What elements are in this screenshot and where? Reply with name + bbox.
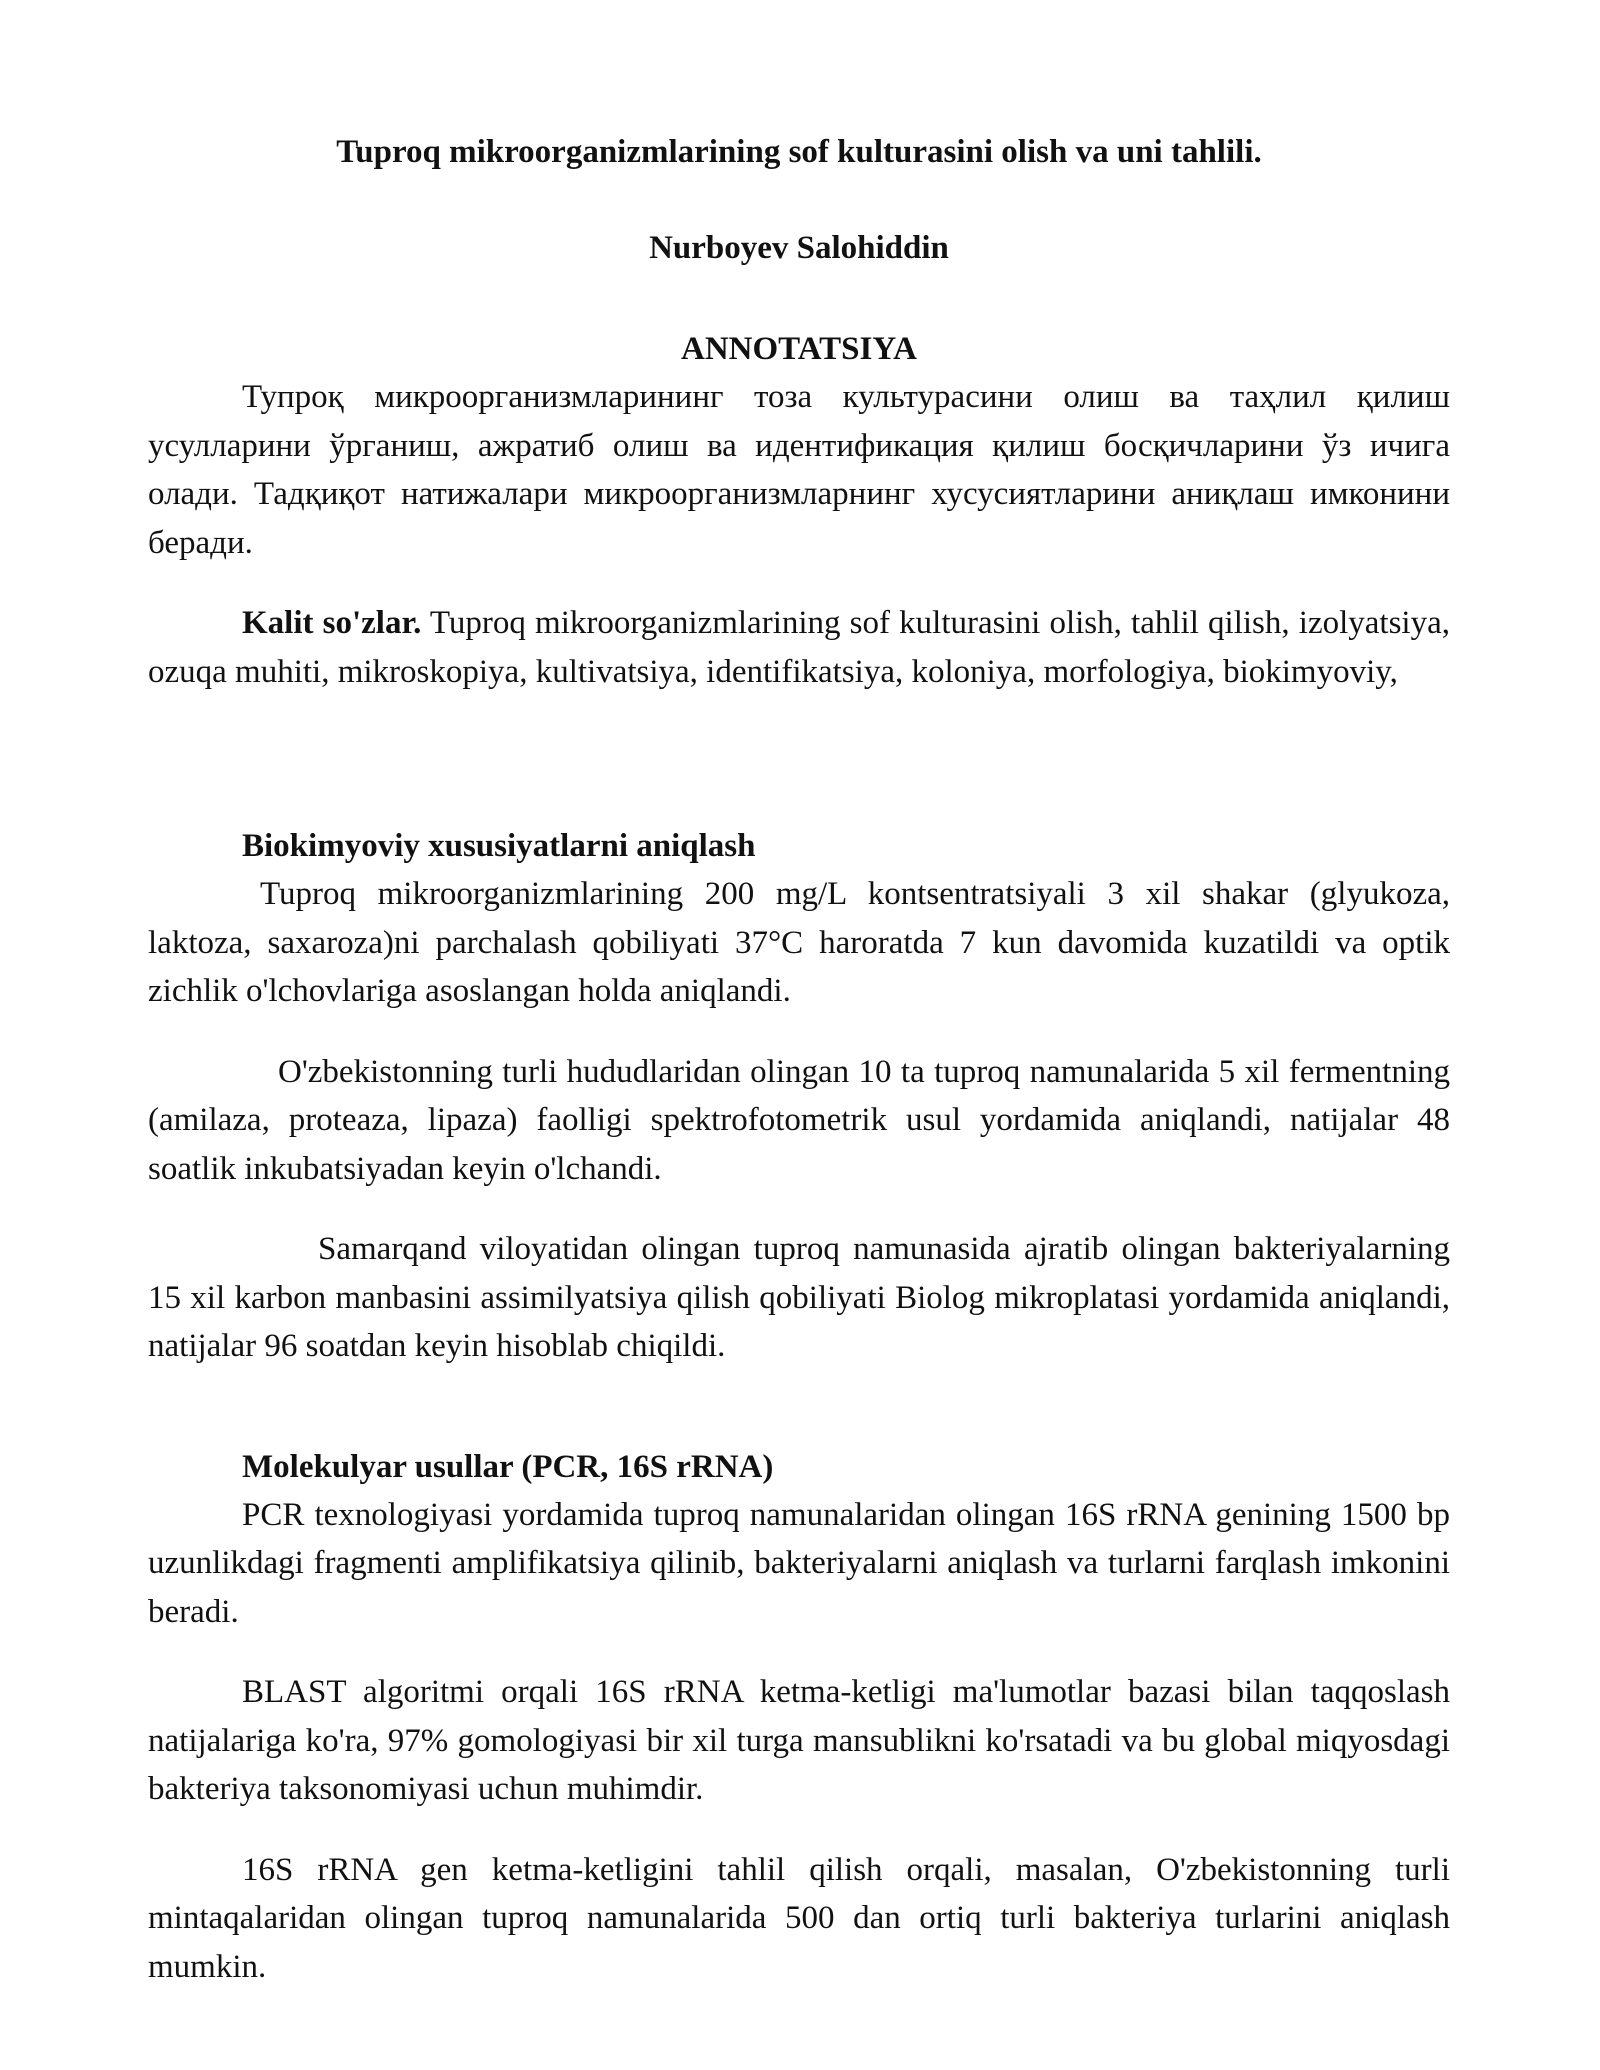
keywords-label: Kalit so'zlar.: [242, 605, 422, 641]
keywords-list: Tuproq mikroorganizmlarining sof kulturasini olish, tahlil qilish, izolyatsiya, ozuqa muhiti, mikroskopiya, kultivatsiya, identifikatsiya, koloniya, morfologiya, biokimyoviy,: [148, 605, 1450, 690]
author-name: Nurboyev Salohiddin: [649, 230, 949, 266]
annotation-heading: ANNOTATSIYA: [681, 331, 917, 367]
section-heading-molecular: Molekulyar usullar (PCR, 16S rRNA): [242, 1448, 774, 1485]
paragraph-molecular-2: BLAST algoritmi orqali 16S rRNA ketma-ketligi ma'lumotlar bazasi bilan taqqoslash natijalariga ko'ra, 97% gomologiyasi bir xil turga mansublikni ko'rsatadi va bu global miqyosdagi bakteriya taksonomiyasi uchun muhimdir.: [148, 1674, 1450, 1807]
document-body: [148, 128, 1450, 1991]
paragraph-biochemical-3: Samarqand viloyatidan olingan tuproq namunasida ajratib olingan bakteriyalarning 15 xil karbon manbasini assimilyatsiya qilish qobiliyati Biolog mikroplatasi yordamida aniqlandi, natijalar 96 soatdan keyin hisoblab chiqildi.: [148, 1231, 1450, 1364]
paragraph-biochemical-1: Tuproq mikroorganizmlarining 200 mg/L kontsentratsiyali 3 xil shakar (glyukoza, laktoza, saxaroza)ni parchalash qobiliyati 37°C haroratda 7 kun davomida kuzatildi va optik zichlik o'lchovlariga asoslangan holda aniqlandi.: [148, 876, 1450, 1009]
paragraph-molecular-3: 16S rRNA gen ketma-ketligini tahlil qilish orqali, masalan, O'zbekistonning turli mintaqalaridan olingan tuproq namunalarida 500 dan ortiq turli bakteriya turlarini aniqlash mumkin.: [148, 1851, 1450, 1985]
annotation-paragraph: Тупроқ микроорганизмларининг тоза культурасини олиш ва таҳлил қилиш усулларини ўрганиш, ажратиб олиш ва идентификация қилиш босқичларини ўз ичига олади. Тадқиқот натижалари микроорганизмларнинг хусусиятларини аниқлаш имконини беради.: [148, 379, 1450, 561]
paragraph-molecular-1: PCR texnologiyasi yordamida tuproq namunalaridan olingan 16S rRNA genining 1500 bp uzunlikdagi fragmenti amplifikatsiya qilinib, bakteriyalarni aniqlash va turlarni farqlash imkonini beradi.: [148, 1496, 1450, 1630]
section-heading-biochemical: Biokimyoviy xususiyatlarni aniqlash: [242, 828, 756, 864]
paragraph-biochemical-2: O'zbekistonning turli hududlaridan olingan 10 ta tuproq namunalarida 5 xil fermentning (amilaza, proteaza, lipaza) faolligi spektrofotometrik usul yordamida aniqlandi, natijalar 48 soatlik inkubatsiyadan keyin o'lchandi.: [148, 1053, 1450, 1187]
keywords-paragraph: [148, 599, 1450, 696]
paper-title: Tuproq mikroorganizmlarining sof kulturasini olish va uni tahlili.: [336, 134, 1262, 170]
